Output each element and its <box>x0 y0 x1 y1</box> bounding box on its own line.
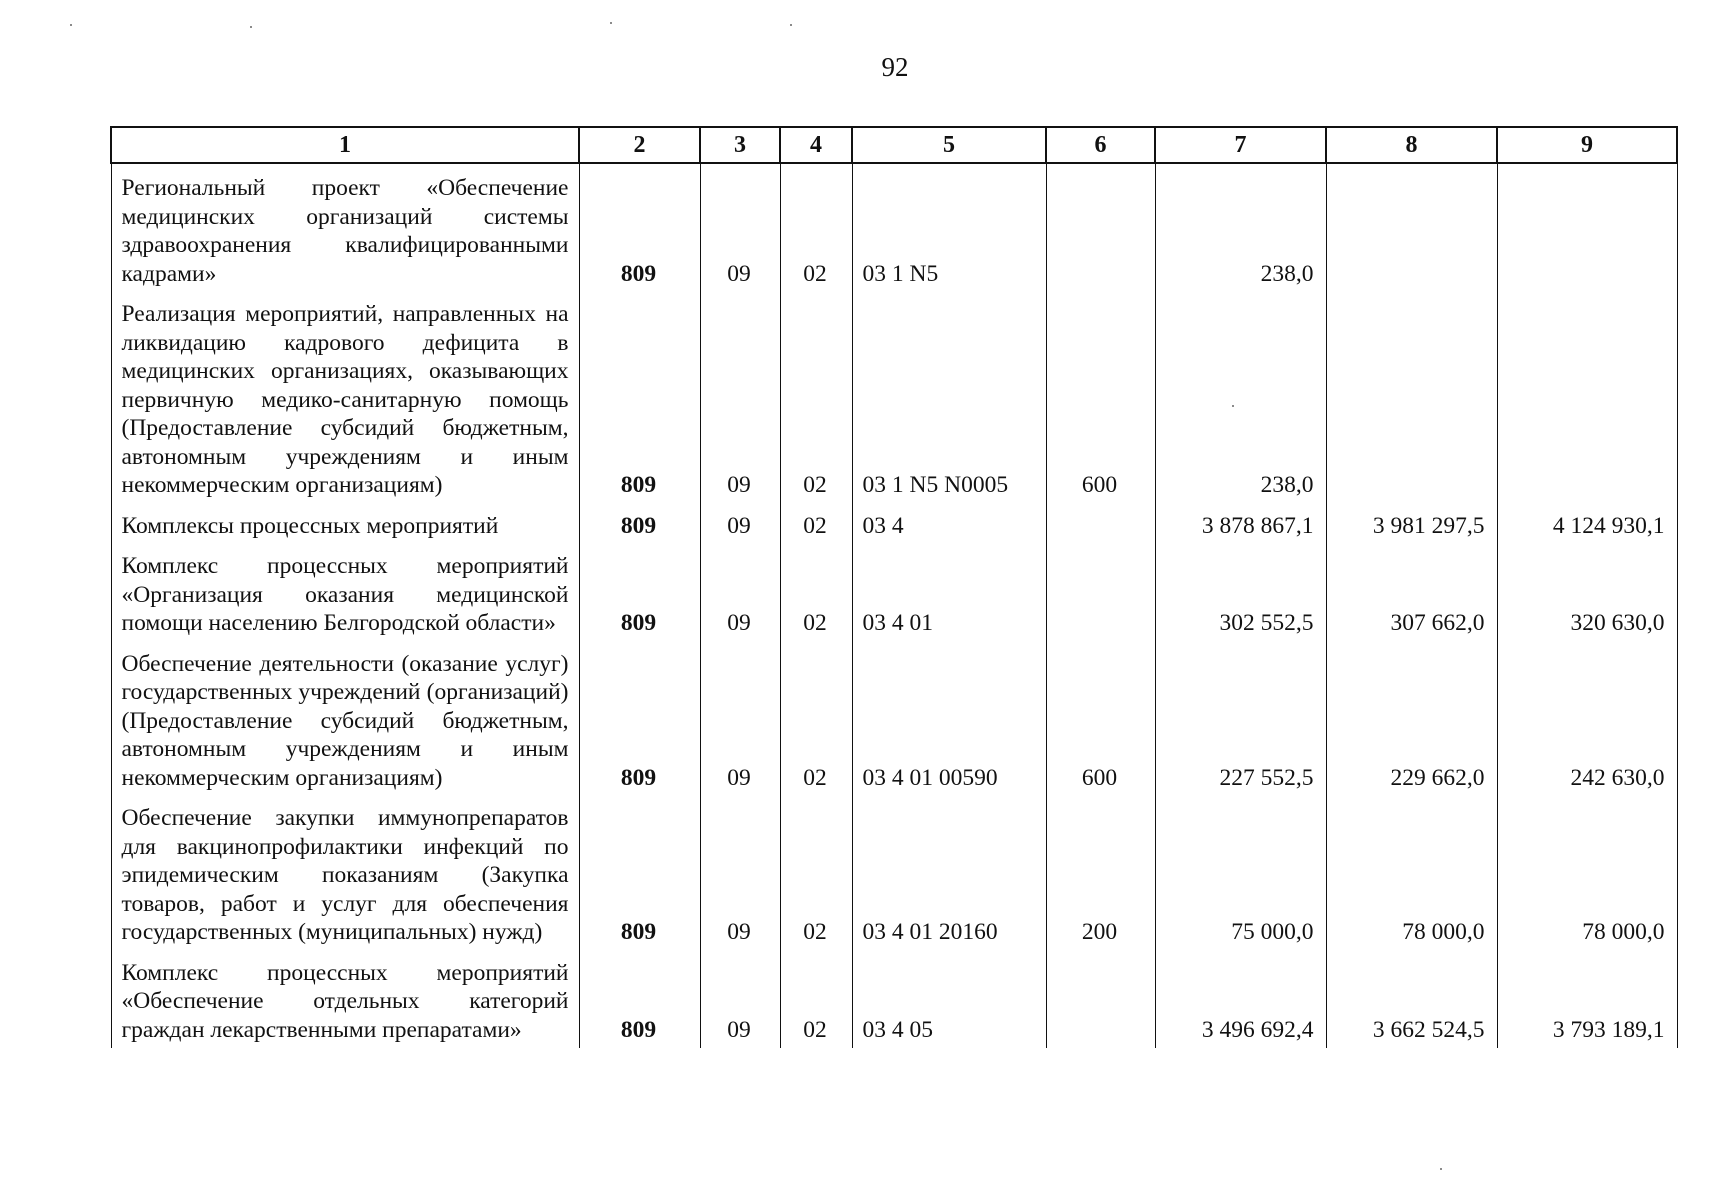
row-name: Региональный проект «Обеспечение медицинских организаций системы здравоохранения квалифицированными кадрами» <box>111 163 579 292</box>
section-cell: 09 <box>700 642 780 797</box>
section-cell: 09 <box>700 163 780 292</box>
column-header: 1 <box>111 127 579 163</box>
section-cell: 09 <box>700 504 780 545</box>
amount-col9-cell: 242 630,0 <box>1497 642 1677 797</box>
grbs-cell: 809 <box>579 796 700 951</box>
amount-col7-cell: 238,0 <box>1155 292 1326 504</box>
row-name: Комплекс процессных мероприятий «Обеспечение отдельных категорий граждан лекарственными препаратами» <box>111 951 579 1049</box>
row-name: Комплекс процессных мероприятий «Организация оказания медицинской помощи населению Белгородской области» <box>111 544 579 642</box>
amount-col9-cell: 78 000,0 <box>1497 796 1677 951</box>
target-article-cell: 03 4 01 20160 <box>852 796 1046 951</box>
grbs-cell: 809 <box>579 163 700 292</box>
table-row <box>111 642 1677 797</box>
row-name: Реализация мероприятий, направленных на ликвидацию кадрового дефицита в медицинских организациях, оказывающих первичную медико-санитарную помощь (Предоставление субсидий бюджетным, автономным учреждениям и иным некоммерческим организациям) <box>111 292 579 504</box>
amount-col8-cell: 307 662,0 <box>1326 544 1497 642</box>
amount-col7-cell: 3 496 692,4 <box>1155 951 1326 1049</box>
table-row <box>111 796 1677 951</box>
table-row <box>111 292 1677 504</box>
header-row <box>111 127 1677 163</box>
column-header: 5 <box>852 127 1046 163</box>
amount-col9-cell <box>1497 292 1677 504</box>
target-article-cell: 03 4 01 <box>852 544 1046 642</box>
section-cell: 09 <box>700 544 780 642</box>
expense-type-cell <box>1046 504 1155 545</box>
table-row <box>111 504 1677 545</box>
expense-type-cell: 600 <box>1046 642 1155 797</box>
amount-col9-cell: 3 793 189,1 <box>1497 951 1677 1049</box>
section-cell: 09 <box>700 292 780 504</box>
column-header: 6 <box>1046 127 1155 163</box>
grbs-cell: 809 <box>579 642 700 797</box>
amount-col9-cell <box>1497 163 1677 292</box>
table-row <box>111 163 1677 292</box>
target-article-cell: 03 1 N5 N0005 <box>852 292 1046 504</box>
budget-table <box>110 126 1678 1048</box>
amount-col7-cell: 302 552,5 <box>1155 544 1326 642</box>
amount-col8-cell: 78 000,0 <box>1326 796 1497 951</box>
amount-col8-cell: 229 662,0 <box>1326 642 1497 797</box>
expense-type-cell <box>1046 163 1155 292</box>
amount-col7-cell: 227 552,5 <box>1155 642 1326 797</box>
column-header: 4 <box>780 127 852 163</box>
target-article-cell: 03 1 N5 <box>852 163 1046 292</box>
scan-speck <box>610 22 612 24</box>
amount-col8-cell <box>1326 163 1497 292</box>
table-row <box>111 951 1677 1049</box>
amount-col8-cell: 3 662 524,5 <box>1326 951 1497 1049</box>
scan-speck <box>70 24 72 26</box>
section-cell: 09 <box>700 951 780 1049</box>
row-name: Комплексы процессных мероприятий <box>111 504 579 545</box>
target-article-cell: 03 4 01 00590 <box>852 642 1046 797</box>
page-number: 92 <box>881 52 909 82</box>
amount-col9-cell: 4 124 930,1 <box>1497 504 1677 545</box>
row-name: Обеспечение закупки иммунопрепаратов для вакцинопрофилактики инфекций по эпидемическим показаниям (Закупка товаров, работ и услуг для обеспечения государственных (муниципальных) нужд) <box>111 796 579 951</box>
subsection-cell: 02 <box>780 951 852 1049</box>
amount-col7-cell: 75 000,0 <box>1155 796 1326 951</box>
column-header: 2 <box>579 127 700 163</box>
amount-col7-cell: 3 878 867,1 <box>1155 504 1326 545</box>
table-row <box>111 544 1677 642</box>
subsection-cell: 02 <box>780 796 852 951</box>
target-article-cell: 03 4 <box>852 504 1046 545</box>
amount-col8-cell <box>1326 292 1497 504</box>
column-header: 3 <box>700 127 780 163</box>
expense-type-cell: 600 <box>1046 292 1155 504</box>
column-header: 7 <box>1155 127 1326 163</box>
amount-col7-cell: 238,0 <box>1155 163 1326 292</box>
scan-speck <box>1440 1168 1442 1170</box>
grbs-cell: 809 <box>579 544 700 642</box>
column-header: 9 <box>1497 127 1677 163</box>
row-name: Обеспечение деятельности (оказание услуг) государственных учреждений (организаций) (Предоставление субсидий бюджетным, автономным учреждениям и иным некоммерческим организациям) <box>111 642 579 797</box>
expense-type-cell <box>1046 544 1155 642</box>
column-header: 8 <box>1326 127 1497 163</box>
scan-speck <box>790 24 792 26</box>
subsection-cell: 02 <box>780 292 852 504</box>
amount-col8-cell: 3 981 297,5 <box>1326 504 1497 545</box>
expense-type-cell: 200 <box>1046 796 1155 951</box>
grbs-cell: 809 <box>579 504 700 545</box>
subsection-cell: 02 <box>780 163 852 292</box>
scan-speck <box>250 26 252 28</box>
subsection-cell: 02 <box>780 642 852 797</box>
subsection-cell: 02 <box>780 544 852 642</box>
grbs-cell: 809 <box>579 292 700 504</box>
subsection-cell: 02 <box>780 504 852 545</box>
amount-col9-cell: 320 630,0 <box>1497 544 1677 642</box>
target-article-cell: 03 4 05 <box>852 951 1046 1049</box>
grbs-cell: 809 <box>579 951 700 1049</box>
section-cell: 09 <box>700 796 780 951</box>
expense-type-cell <box>1046 951 1155 1049</box>
